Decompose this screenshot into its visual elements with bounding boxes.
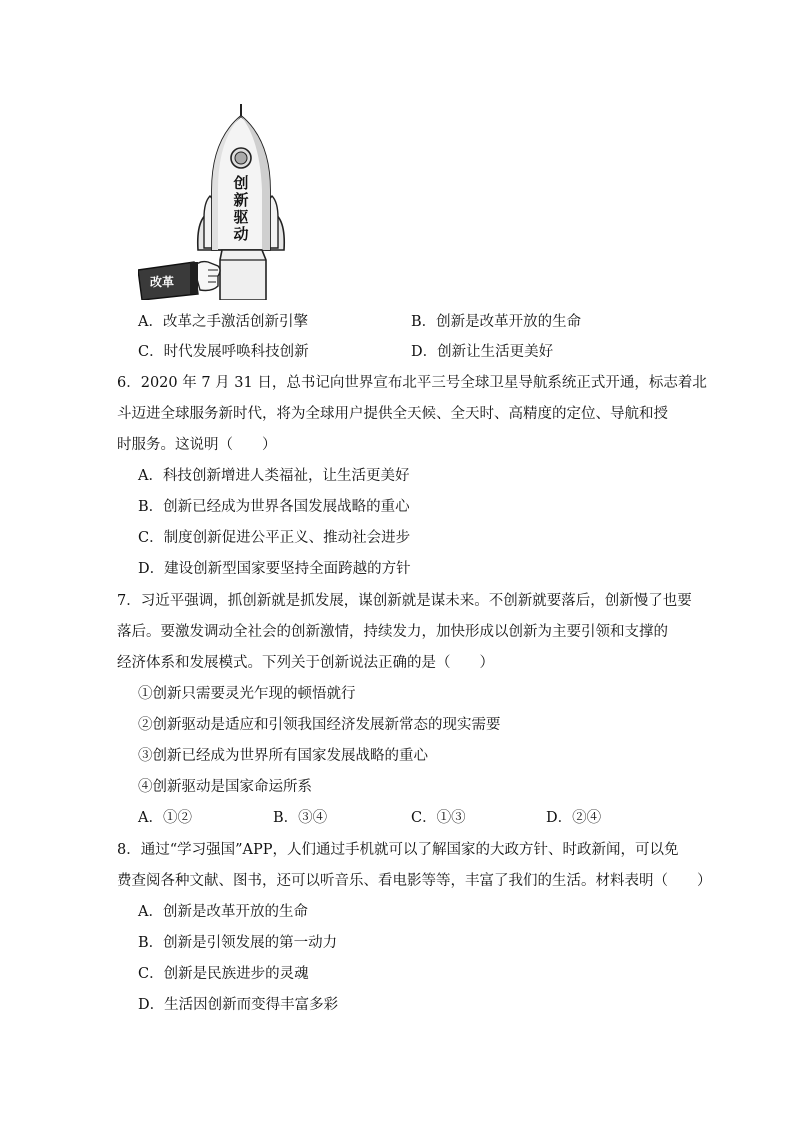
- q7-stem-line-3: 经济体系和发展模式。下列关于创新说法正确的是（ ）: [117, 655, 494, 671]
- q6-option-c: C．制度创新促进公平正义、推动社会进步: [138, 530, 411, 546]
- q5-option-b: B．创新是改革开放的生命: [411, 314, 582, 330]
- q7-statement-3: ③创新已经成为世界所有国家发展战略的重心: [138, 748, 428, 764]
- q7-statement-2: ②创新驱动是适应和引领我国经济发展新常态的现实需要: [138, 717, 501, 733]
- rocket-char-3: 驱: [233, 208, 249, 226]
- rocket-char-4: 动: [233, 225, 249, 243]
- q6-option-d: D．建设创新型国家要坚持全面跨越的方针: [138, 561, 411, 577]
- q7-option-d: D．②④: [546, 810, 602, 826]
- q8-option-a: A．创新是改革开放的生命: [138, 904, 308, 920]
- q8-stem-line-1: 8．通过“学习强国”APP，人们通过手机就可以了解国家的大政方针、时政新闻，可以免: [117, 842, 679, 858]
- q6-option-b: B．创新已经成为世界各国发展战略的重心: [138, 499, 410, 515]
- q5-option-c: C．时代发展呼唤科技创新: [138, 344, 309, 360]
- sleeve-label: 改革: [149, 275, 175, 289]
- q7-statement-4: ④创新驱动是国家命运所系: [138, 779, 312, 795]
- q7-option-c: C．①③: [411, 810, 466, 826]
- q6-stem-line-3: 时服务。这说明（ ）: [117, 437, 277, 453]
- q8-option-c: C．创新是民族进步的灵魂: [138, 966, 309, 982]
- q7-stem-line-2: 落后。要激发调动全社会的创新激情，持续发力，加快形成以创新为主要引领和支撑的: [117, 624, 668, 640]
- rocket-drawing: [138, 100, 298, 300]
- q8-option-b: B．创新是引领发展的第一动力: [138, 935, 338, 951]
- q5-option-d: D．创新让生活更美好: [411, 344, 554, 360]
- q7-option-a: A．①②: [138, 810, 192, 826]
- q6-stem-line-1: 6．2020 年 7 月 31 日，总书记向世界宣布北平三号全球卫星导航系统正式开通，标志着北: [117, 375, 707, 391]
- q8-stem-line-2: 费查阅各种文献、图书，还可以听音乐、看电影等等，丰富了我们的生活。材料表明（ ）: [117, 873, 712, 889]
- q7-stem-line-1: 7．习近平强调，抓创新就是抓发展，谋创新就是谋未来。不创新就要落后，创新慢了也要: [117, 593, 692, 609]
- rocket-char-2: 新: [233, 191, 249, 209]
- q8-option-d: D．生活因创新而变得丰富多彩: [138, 997, 339, 1013]
- q7-option-b: B．③④: [273, 810, 328, 826]
- rocket-char-1: 创: [233, 174, 249, 192]
- q6-option-a: A．科技创新增进人类福祉，让生活更美好: [138, 468, 410, 484]
- q7-statement-1: ①创新只需要灵光乍现的顿悟就行: [138, 686, 356, 702]
- q6-stem-line-2: 斗迈进全球服务新时代，将为全球用户提供全天候、全天时、高精度的定位、导航和授: [117, 406, 668, 422]
- rocket-illustration: [138, 100, 298, 300]
- q5-option-a: A．改革之手激活创新引擎: [138, 314, 308, 330]
